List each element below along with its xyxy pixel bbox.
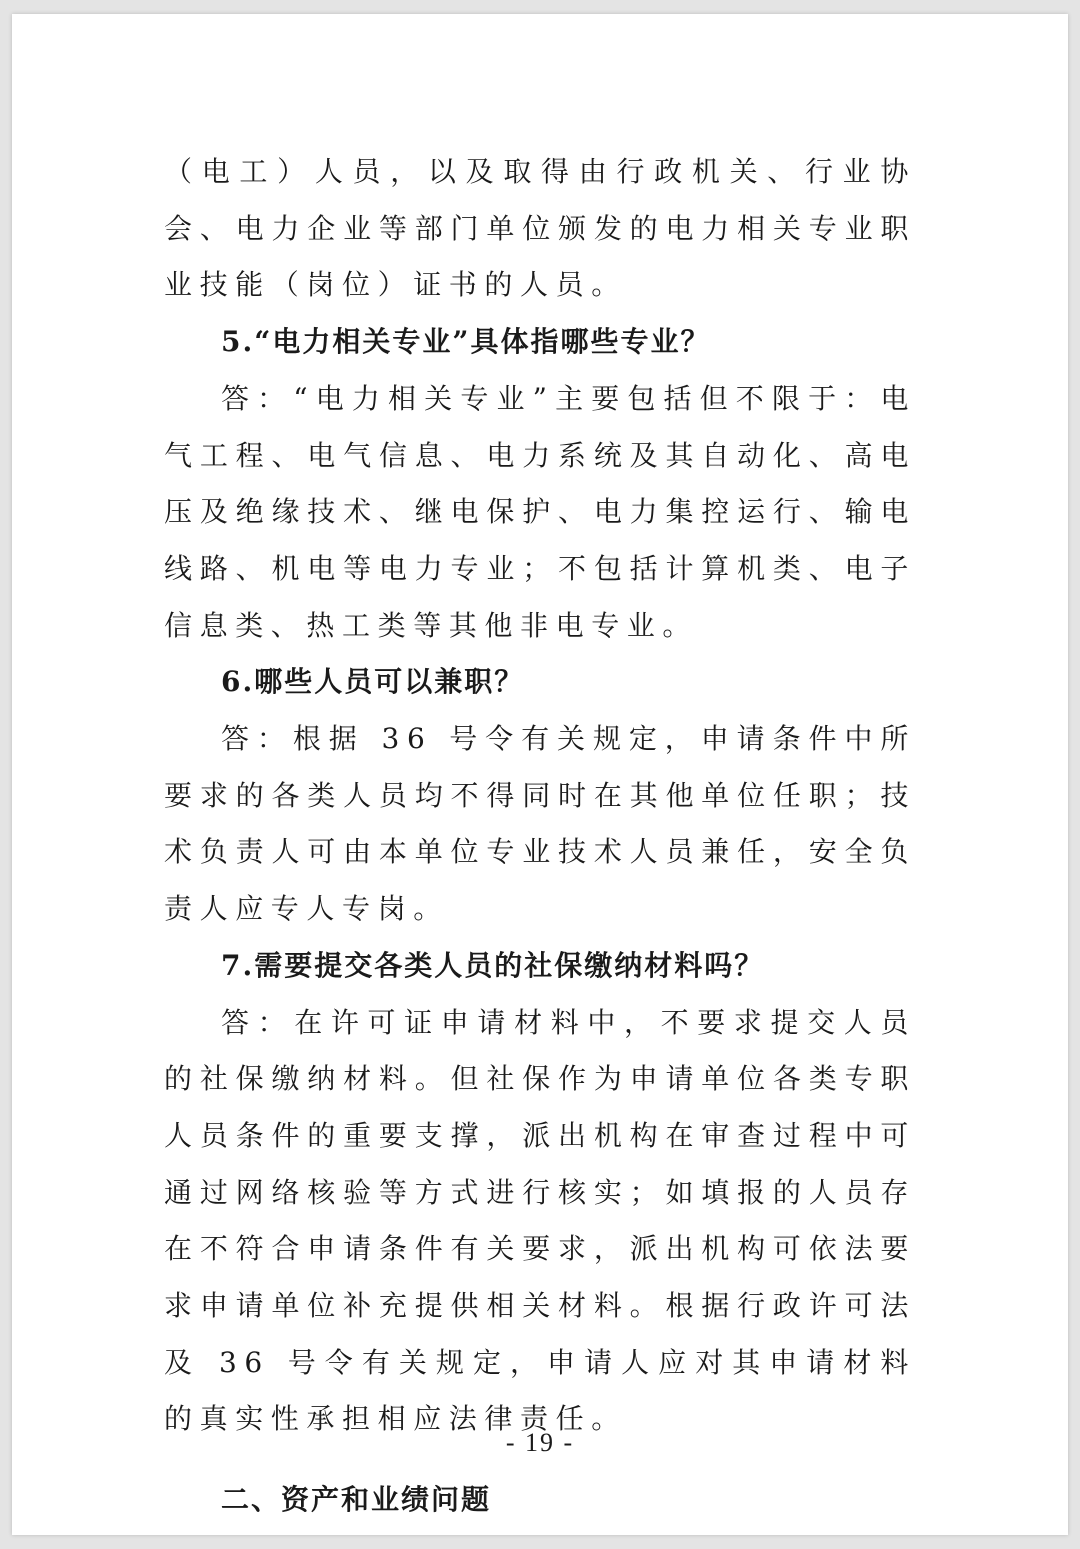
answer-7-paragraph: 答：在许可证申请材料中，不要求提交人员的社保缴纳材料。但社保作为申请单位各类专职人员条件的重要支撑，派出机构在审查过程中可通过网络核验等方式进行核实；如填报的人员存在不符合申请条件有关要求，派出机构可依法要求申请单位补充提供相关材料。根据行政许可法及 36 号令有关规定，申请人应对其申请材料的真实性承担相应法律责任。 xyxy=(164,1005,916,1436)
page-body xyxy=(164,144,916,1529)
document-page xyxy=(12,14,1068,1535)
section-2-heading: 二、资产和业绩问题 xyxy=(221,1483,492,1517)
answer-6-paragraph: 答：根据 36 号令有关规定，申请条件中所要求的各类人员均不得同时在其他单位任职；技术负责人可由本单位专业技术人员兼任，安全负责人应专人专岗。 xyxy=(164,722,916,926)
answer-5-paragraph: 答：“电力相关专业”主要包括但不限于：电气工程、电气信息、电力系统及其自动化、高电压及绝缘技术、继电保护、电力集控运行、输电线路、机电等电力专业；不包括计算机类、电子信息类、热工类等其他非电专业。 xyxy=(164,381,916,642)
page-number: - 19 - xyxy=(505,1428,575,1457)
question-6-heading: 6.哪些人员可以兼职？ xyxy=(221,665,525,699)
continued-paragraph: （电工）人员，以及取得由行政机关、行业协会、电力企业等部门单位颁发的电力相关专业职业技能（岗位）证书的人员。 xyxy=(164,155,916,302)
question-7-heading: 7.需要提交各类人员的社保缴纳材料吗？ xyxy=(221,948,765,982)
question-5-heading: 5.“电力相关专业”具体指哪些专业？ xyxy=(221,325,711,359)
